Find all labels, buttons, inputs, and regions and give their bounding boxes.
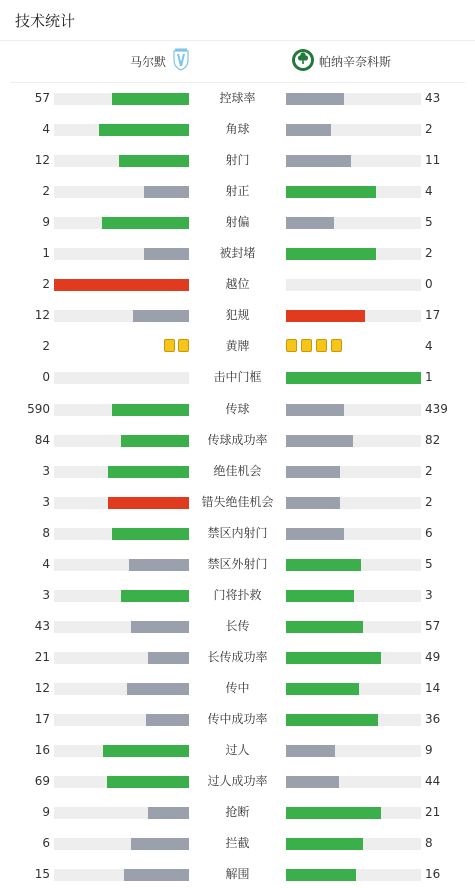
away-bar (286, 435, 421, 447)
away-value: 11 (425, 153, 441, 167)
home-bar-fill (121, 435, 189, 447)
away-bar-fill (286, 497, 340, 509)
away-bar (286, 217, 421, 229)
stat-label: 角球 (225, 122, 250, 136)
away-bar-fill (286, 807, 381, 819)
home-bar-fill (99, 124, 189, 136)
away-bar-fill (286, 124, 331, 136)
home-value: 0 (42, 370, 50, 384)
stat-row (0, 647, 475, 667)
stat-row (0, 212, 475, 232)
away-value: 4 (425, 184, 433, 198)
away-bar-fill (286, 372, 421, 384)
home-bar (54, 186, 189, 198)
away-bar (286, 683, 421, 695)
stat-label: 黄牌 (225, 339, 250, 353)
home-bar-fill (146, 714, 189, 726)
home-value: 9 (42, 215, 50, 229)
teams-row (10, 41, 465, 83)
home-bar (54, 652, 189, 664)
away-value: 2 (425, 464, 433, 478)
stat-row (0, 430, 475, 450)
away-bar-fill (286, 559, 361, 571)
stat-row (0, 833, 475, 853)
away-bar (286, 621, 421, 633)
away-value: 14 (425, 681, 441, 695)
yellow-card-icon (286, 339, 297, 352)
away-bar-fill (286, 186, 376, 198)
home-bar-fill (103, 745, 189, 757)
home-value: 6 (42, 836, 50, 850)
stat-row (0, 243, 475, 263)
away-bar-fill (286, 404, 344, 416)
away-value: 4 (425, 339, 433, 353)
home-bar (54, 869, 189, 881)
home-bar-fill (144, 248, 189, 260)
away-bar-fill (286, 590, 354, 602)
home-bar (54, 248, 189, 260)
home-value: 12 (34, 681, 50, 695)
stat-row (0, 616, 475, 636)
home-bar (54, 621, 189, 633)
away-value: 9 (425, 743, 433, 757)
stat-label: 控球率 (219, 91, 256, 105)
stat-row (0, 181, 475, 201)
home-bar (54, 497, 189, 509)
home-value: 69 (34, 774, 50, 788)
home-value: 9 (42, 805, 50, 819)
away-value: 17 (425, 308, 441, 322)
panathinaikos-logo-icon (291, 48, 315, 75)
home-value: 15 (34, 867, 50, 881)
home-value: 590 (27, 402, 50, 416)
away-value: 43 (425, 91, 441, 105)
home-value: 2 (42, 184, 50, 198)
stat-label: 射正 (225, 184, 250, 198)
stat-row (0, 336, 475, 356)
header (0, 0, 475, 41)
home-bar (54, 93, 189, 105)
away-team[interactable] (291, 41, 391, 82)
home-bar-fill (121, 590, 189, 602)
home-bar (54, 776, 189, 788)
away-bar-fill (286, 776, 339, 788)
away-bar (286, 279, 421, 291)
home-bar (54, 404, 189, 416)
stat-label: 拦截 (225, 836, 250, 850)
home-bar (54, 528, 189, 540)
home-team-name: 马尔默 (129, 55, 166, 69)
home-bar-fill (148, 652, 189, 664)
away-value: 2 (425, 495, 433, 509)
home-bar (54, 745, 189, 757)
home-bar (54, 217, 189, 229)
yellow-card-icon (178, 339, 189, 352)
away-value: 49 (425, 650, 441, 664)
away-value: 82 (425, 433, 441, 447)
stat-row (0, 802, 475, 822)
stat-row (0, 740, 475, 760)
home-bar-fill (127, 683, 189, 695)
home-bar (54, 466, 189, 478)
home-bar-fill (108, 497, 189, 509)
away-value: 1 (425, 370, 433, 384)
away-bar (286, 776, 421, 788)
away-bar-fill (286, 528, 344, 540)
home-bar (54, 683, 189, 695)
away-bar (286, 528, 421, 540)
stat-label: 绝佳机会 (213, 464, 262, 478)
home-bar (54, 310, 189, 322)
stat-row (0, 367, 475, 387)
yellow-card-icon (301, 339, 312, 352)
stat-row (0, 585, 475, 605)
home-value: 17 (34, 712, 50, 726)
away-bar (286, 807, 421, 819)
stat-row (0, 864, 475, 884)
away-bar-fill (286, 714, 378, 726)
home-bar-fill (112, 528, 189, 540)
home-bar-fill (112, 404, 189, 416)
stat-label: 错失绝佳机会 (201, 495, 274, 509)
stat-label: 传球成功率 (207, 433, 268, 447)
stat-label: 犯规 (225, 308, 250, 322)
home-value: 1 (42, 246, 50, 260)
away-value: 5 (425, 215, 433, 229)
away-value: 0 (425, 277, 433, 291)
yellow-card-icon (164, 339, 175, 352)
stat-label: 解围 (225, 867, 250, 881)
away-bar-fill (286, 217, 334, 229)
away-bar-fill (286, 652, 381, 664)
away-bar-fill (286, 310, 365, 322)
away-value: 439 (425, 402, 448, 416)
stat-row (0, 554, 475, 574)
stat-row (0, 771, 475, 791)
stat-row (0, 305, 475, 325)
home-bar-fill (133, 310, 189, 322)
away-bar (286, 590, 421, 602)
away-value: 3 (425, 588, 433, 602)
malmo-logo-icon (172, 48, 190, 75)
stat-label: 被封堵 (219, 246, 256, 260)
away-bar (286, 559, 421, 571)
stat-row (0, 492, 475, 512)
home-value: 3 (42, 495, 50, 509)
away-value: 57 (425, 619, 441, 633)
stat-label: 长传成功率 (207, 650, 268, 664)
home-value: 16 (34, 743, 50, 757)
stat-label: 禁区外射门 (207, 557, 268, 571)
stat-label: 长传 (225, 619, 250, 633)
away-bar (286, 838, 421, 850)
home-bar-fill (108, 466, 189, 478)
home-bar (54, 838, 189, 850)
away-bar-fill (286, 745, 335, 757)
home-bar-fill (144, 186, 189, 198)
stat-label: 射偏 (225, 215, 250, 229)
stat-label: 越位 (225, 277, 250, 291)
away-bar-fill (286, 869, 356, 881)
home-bar-fill (119, 155, 189, 167)
away-bar-fill (286, 248, 376, 260)
home-yellow-cards (161, 339, 189, 353)
stat-label: 击中门框 (213, 370, 262, 384)
home-value: 43 (34, 619, 50, 633)
away-bar (286, 466, 421, 478)
away-bar (286, 124, 421, 136)
home-bar (54, 807, 189, 819)
home-value: 4 (42, 122, 50, 136)
stat-label: 门将扑救 (213, 588, 262, 602)
home-bar-fill (129, 559, 189, 571)
home-bar (54, 279, 189, 291)
home-value: 57 (34, 91, 50, 105)
stat-label: 禁区内射门 (207, 526, 268, 540)
home-bar (54, 372, 189, 384)
home-bar (54, 155, 189, 167)
stat-row (0, 678, 475, 698)
away-bar-fill (286, 155, 351, 167)
stat-label: 传中成功率 (207, 712, 268, 726)
page-title: 技术统计 (15, 11, 76, 30)
away-value: 21 (425, 805, 441, 819)
yellow-card-icon (316, 339, 327, 352)
home-bar (54, 590, 189, 602)
away-bar (286, 248, 421, 260)
stat-label: 过人 (225, 743, 250, 757)
home-value: 8 (42, 526, 50, 540)
home-bar (54, 435, 189, 447)
home-bar (54, 714, 189, 726)
stat-label: 射门 (225, 153, 250, 167)
stat-row (0, 399, 475, 419)
stat-row (0, 461, 475, 481)
home-value: 3 (42, 588, 50, 602)
stat-label: 传中 (225, 681, 250, 695)
home-value: 12 (34, 308, 50, 322)
home-bar-fill (112, 93, 189, 105)
away-value: 5 (425, 557, 433, 571)
home-bar-fill (148, 807, 189, 819)
away-bar (286, 745, 421, 757)
away-yellow-cards (286, 339, 346, 353)
away-value: 44 (425, 774, 441, 788)
away-bar (286, 155, 421, 167)
stat-row (0, 88, 475, 108)
home-bar-fill (54, 279, 189, 291)
away-bar-fill (286, 466, 340, 478)
away-value: 16 (425, 867, 441, 881)
home-bar (54, 559, 189, 571)
stat-label: 传球 (225, 402, 250, 416)
home-bar-fill (131, 838, 189, 850)
home-bar-fill (131, 621, 189, 633)
stat-row (0, 150, 475, 170)
stat-row (0, 274, 475, 294)
away-value: 2 (425, 246, 433, 260)
home-value: 21 (34, 650, 50, 664)
away-bar-fill (286, 621, 363, 633)
stat-row (0, 119, 475, 139)
away-value: 2 (425, 122, 433, 136)
away-value: 8 (425, 836, 433, 850)
stat-row (0, 709, 475, 729)
away-bar (286, 310, 421, 322)
away-bar-fill (286, 683, 359, 695)
home-team[interactable] (130, 41, 190, 82)
away-team-name: 帕纳辛奈科斯 (319, 55, 392, 69)
home-bar-fill (102, 217, 189, 229)
stat-row (0, 523, 475, 543)
home-bar-fill (107, 776, 189, 788)
home-value: 3 (42, 464, 50, 478)
away-bar (286, 497, 421, 509)
away-value: 6 (425, 526, 433, 540)
stat-label: 抢断 (225, 805, 250, 819)
away-bar-fill (286, 93, 344, 105)
yellow-card-icon (331, 339, 342, 352)
away-bar (286, 652, 421, 664)
away-bar (286, 714, 421, 726)
away-bar (286, 186, 421, 198)
home-value: 4 (42, 557, 50, 571)
away-bar (286, 404, 421, 416)
away-bar-fill (286, 435, 353, 447)
home-value: 84 (34, 433, 50, 447)
home-value: 12 (34, 153, 50, 167)
away-bar (286, 93, 421, 105)
home-value: 2 (42, 277, 50, 291)
stat-label: 过人成功率 (207, 774, 268, 788)
away-bar (286, 869, 421, 881)
away-value: 36 (425, 712, 441, 726)
home-value: 2 (42, 339, 50, 353)
home-bar-fill (124, 869, 189, 881)
away-bar (286, 372, 421, 384)
away-bar-fill (286, 838, 363, 850)
home-bar (54, 124, 189, 136)
